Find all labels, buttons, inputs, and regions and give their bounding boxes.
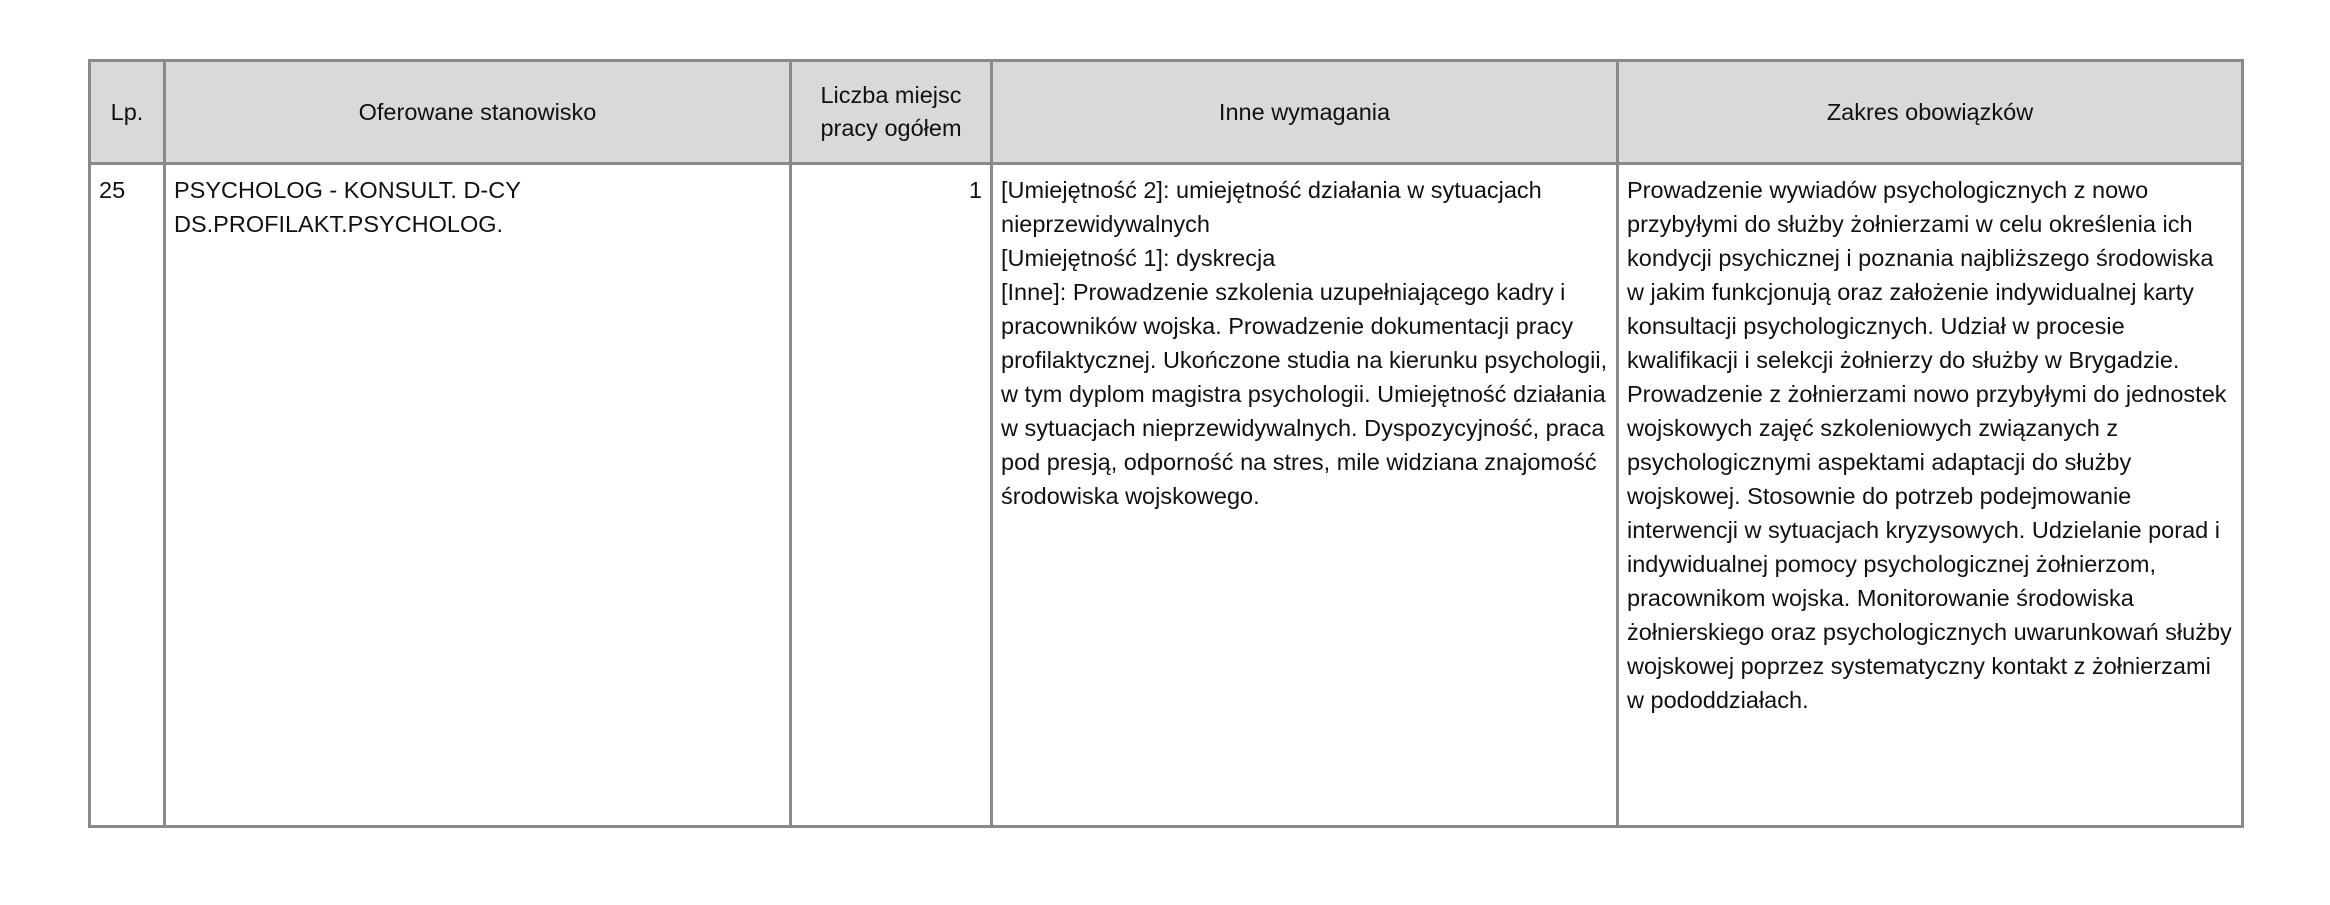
header-places: [791, 61, 992, 164]
cell-places: 1: [791, 164, 992, 827]
header-places-line-2: pracy ogółem: [820, 115, 962, 141]
table-row: [90, 164, 2243, 827]
requirement-skill-2: [Umiejętność 2]: umiejętność działania w sytuacjach nieprzewidywalnych: [1001, 177, 1542, 237]
cell-position: [165, 164, 791, 827]
cell-requirements: [992, 164, 1618, 827]
header-lp: Lp.: [90, 61, 165, 164]
header-places-line-1: Liczba miejsc: [820, 82, 962, 108]
requirement-skill-1: [Umiejętność 1]: dyskrecja: [1001, 245, 1276, 271]
position-line-1: PSYCHOLOG - KONSULT. D-CY: [174, 177, 521, 203]
job-offer-table: [88, 59, 2244, 828]
requirement-other: [Inne]: Prowadzenie szkolenia uzupełniającego kadry i pracowników wojska. Prowadzenie dokumentacji pracy profilaktycznej. Ukończone studia na kierunku psychologii, w tym dyplom magistra psychologii. Umiejętność działania w sytuacjach nieprzewidywalnych. Dyspozycyjność, praca pod presją, odporność na stres, mile widziana znajomość środowiska wojskowego.: [1001, 279, 1608, 509]
position-line-2: DS.PROFILAKT.PSYCHOLOG.: [174, 211, 504, 237]
table-header-row: [90, 61, 2243, 164]
header-requirements: Inne wymagania: [992, 61, 1618, 164]
header-duties: Zakres obowiązków: [1618, 61, 2243, 164]
header-position: Oferowane stanowisko: [165, 61, 791, 164]
cell-duties: Prowadzenie wywiadów psychologicznych z nowo przybyłymi do służby żołnierzami w celu określenia ich kondycji psychicznej i poznania najbliższego środowiska w jakim funkcjonują oraz założenie indywidualnej karty konsultacji psychologicznych. Udział w procesie kwalifikacji i selekcji żołnierzy do służby w Brygadzie. Prowadzenie z żołnierzami nowo przybyłymi do jednostek wojskowych zajęć szkoleniowych związanych z psychologicznymi aspektami adaptacji do służby wojskowej. Stosownie do potrzeb podejmowanie interwencji w sytuacjach kryzysowych. Udzielanie porad i indywidualnej pomocy psychologicznej żołnierzom, pracownikom wojska. Monitorowanie środowiska żołnierskiego oraz psychologicznych uwarunkowań służby wojskowej poprzez systematyczny kontakt z żołnierzami w pododdziałach.: [1618, 164, 2243, 827]
cell-lp: 25: [90, 164, 165, 827]
